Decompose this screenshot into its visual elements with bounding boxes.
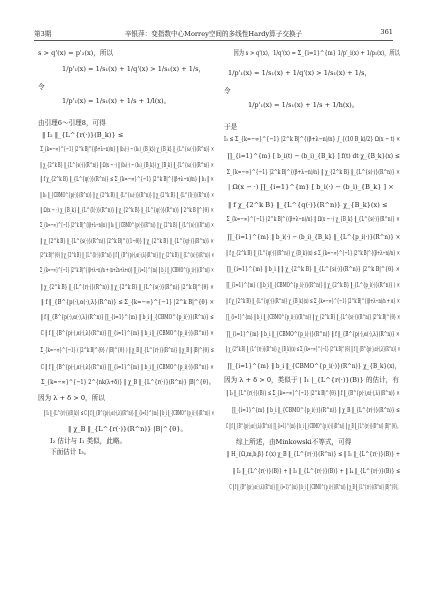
math-line: ‖ I₂ ‖_{L^{r(·)}(B_k)} ≤ <box>42 131 124 139</box>
math-line: ∏_{i=1}^{m} ‖ b_i ‖ ‖ χ_{2^k B} ‖_{L^{s(·)}(R^n)} |2^k B|^{θ} × <box>226 265 400 273</box>
math-line: ∏_{i=1}^{m} ‖ b_i ‖_{CBMO^{p_i(·)}(R^n)} ‖ χ_{2^k B} ‖_{L^{s(·)}(R^n)} |2^k B|^{θ} × <box>226 313 401 321</box>
math-line: ∏_{i=1}^{m} [ b_i(t) − (b_i)_{B_k} ] f(t) dt χ_{B_k}(x) ≤ <box>227 152 400 160</box>
issue-label: 第3期 <box>34 30 52 38</box>
math-line: ‖ f χ_{2^k B} ‖_{L^{q(·)}(R^n)} ≤ Σ_{k=−∞}^{−1} |2^k B|^{(β+λ−n)/n} ‖ b₁ ‖ × <box>40 175 214 183</box>
math-line: 1/p'₁(x) = 1/s₁(x) + 1/q'(x) > 1/s₁(x) + 1/s， <box>62 65 206 73</box>
math-line: ‖ χ_{2^k B} ‖_{L^{r(·)}(R^n)} χ_{B_k}(x) ≤ Σ_{k=−∞}^{−1} |2^k B|^{θ} ‖ f ‖_{B^{p(·),α(·),λ}(R^n)} × <box>225 345 401 353</box>
math-line: ∏_{i=1}^{m} ‖ b_i ‖_{CBMO^{p_i(·)}(R^n)} ‖ f ‖_{B^{p(·),α(·),λ}(R^n)} × <box>226 330 400 338</box>
running-head <box>34 28 393 41</box>
math-line: Σ_{k=−∞}^{−1} |2^k B|^{(β+λ−n)/n} ‖ b₁ ‖_{CBMO^{p(·)}(R^n)} ‖ χ_{2^k B} ‖_{L^{s(·)}(R^n)} × <box>39 221 214 229</box>
math-line: ‖ f χ_{2^k B} ‖_{L^{q(·)}(R^n)} χ_{B_k}(x) ≤ Σ_{k=−∞}^{−1} |2^k B|^{(β+λ−n)/n} × <box>226 249 400 257</box>
math-line: 令 <box>38 83 45 91</box>
math-line: Σ_{k=−∞}^{−1} 2^{nk(λ+δ)} ‖ χ_B ‖_{L^{r(·)}(R^n)} |B|^{θ}。 <box>41 378 214 386</box>
math-line: | Ω(x − ·) ∏_{i=1}^{m} [ b_i(·) − (b_i)_{B_k} ] × <box>228 183 394 191</box>
math-line: ∏_{i=1}^{m} ‖ b_i ‖_{CBMO^{p_i(·)}(R^n)} ‖ χ_B ‖_{L^{r(·)}(R^n)} ≤ <box>232 406 400 414</box>
math-line: 1/p'₁(x) = 1/s₁(x) + 1/q'(x) > 1/s₁(x) + 1/s， <box>228 69 372 77</box>
math-line: ‖ H_{Ω,m,b,β} f (x) χ_B ‖_{L^{r(·)}(R^n)} ≤ ‖ I₁ ‖_{L^{r(·)}(B)} + <box>227 450 401 458</box>
math-line: 因为 λ + δ > 0，所以 <box>38 394 105 402</box>
math-line: 由引理6～引理8，可得 <box>38 119 106 127</box>
math-line: ‖ f χ_{2^k B} ‖_{L^{q(·)}(R^n)} χ_{B_k}(x) ≤ <box>228 201 388 209</box>
math-line: ∏_{i=1}^{m} ‖ b_i ‖_{CBMO^{p_i(·)}(R^n)} χ_{B_k}(x)， <box>227 362 401 370</box>
math-line: ‖ I₃ ‖_{L^{r(·)}(B)} ≤ Σ_{k=−∞}^{−1} |2^k B|^{θ} ‖ f ‖_{B^{p(·),α(·),λ}(R^n)} × <box>226 389 400 397</box>
math-line: ‖ Ω(x − ·) χ_{B_k} ‖_{L^{l(·)}(R^n)} ‖ χ_{2^k B} ‖_{L^{q(·)}(R^n)} ‖ 2^k B ‖^{θ} × <box>40 206 214 214</box>
math-line: 于是 <box>224 123 238 131</box>
math-line: 1/p'₁(x) = 1/s₁(x) + 1/s + 1/h(x)。 <box>248 101 359 109</box>
math-line: ‖ χ_{2^k B} ‖_{L^{s(·)}(R^n)} ‖ Ω(x − ·) ‖ (b₂(·) − (b₂)_{B_k}) χ_{B_k} ‖_{L^{s₂(·)}(R^n)} × <box>40 161 214 169</box>
math-line: I₂ 估计与 I₁ 类似，此略。 <box>50 437 127 445</box>
math-line: C ‖ f ‖_{B^{p(·),α(·),λ}(R^n)} ∏_{i=1}^{m} ‖ b_i ‖_{CBMO^{p_i(·)}(R^n)} × <box>40 329 214 337</box>
math-line: s > q'(x) = p'₂(x)，所以 <box>38 49 114 57</box>
math-line: 下面估计 I₃。 <box>50 448 91 456</box>
math-line: |2^k B|^{θ} ‖ χ_{2^k B} ‖_{L^{l(·)}(R^n)} ‖ f ‖_{B^{p(·),α(·),λ}(R^n)} ‖ χ_{2^k B} ‖_{L^{s(·)}(R^n)} × <box>39 251 215 259</box>
math-line: ‖ f ‖_{B^{p(·),α(·),λ}(R^n)} ∏_{i=1}^{m} ‖ b_i ‖_{CBMO^{p_i(·)}(R^n)} ≤ <box>40 313 214 321</box>
math-line: ‖ I₂ ‖_{L^{r(·)}(B_k)} ≤ C ‖ f ‖_{B^{p(·),α(·),λ}(R^n)} ∏_{i=1}^{m} ‖ b_i ‖_{CBMO^{p_i(·)}(R^n)} × <box>43 409 215 417</box>
math-line: ‖ χ_{2^k B} ‖_{L^{s(·)}(R^n)} |2^k B|^{(1−θ)} ‖ χ_{2^k B} ‖_{L^{q(·)}(R^n)} × <box>40 237 214 245</box>
math-line: ‖ f ‖_{B^{p(·),α(·),λ}(R^n)} ≤ Σ_{k=−∞}^{−1} |2^k B|^{θ} × <box>41 298 215 306</box>
math-line: ‖ f χ_{2^k B} ‖_{L^{q(·)}(R^n)} χ_{B_k}(x) ≤ Σ_{k=−∞}^{−1} |2^k B|^{(β+λ−n)/n + α} × <box>226 297 400 305</box>
math-line: C ‖ f ‖_{B^{p(·),α(·),λ}(R^n)} ∏_{i=1}^{m} ‖ b_i ‖_{CBMO^{p_i(·)}(R^n)} ‖ χ_B ‖_{L^{r(·)}(R^n)} |B|^{θ}。 <box>229 483 401 491</box>
math-line: ∏_{i=1}^{m} ( ‖ b_i ‖_{CBMO^{p_i(·)}(R^n)} ‖ χ_{2^k B} ‖_{L^{p_i(·)}(R^n)} ) × <box>226 281 400 289</box>
math-line: 因为 λ + δ > 0，类似于 | I₁ |_{L^{r(·)}(B)} 的估计，有 <box>224 376 399 384</box>
math-line: 因为 s > q'(x)，1/q'(x) = Σ_{i=1}^{m} 1/p'_i(x) + 1/p₁(x)，所以 <box>233 49 400 57</box>
math-line: 综上所述，由Minkowski不等式，可得 <box>236 438 352 446</box>
math-line: Σ_{k=−∞}^{−1} |2^k B|^{(β+λ−n)/n} ‖ χ_{2^k B} ‖_{L^{s(·)}(R^n)} × <box>226 168 400 176</box>
math-line: ‖ χ_{2^k B} ‖_{L^{r(·)}(R^n)} ‖ χ_{2^k B} ‖_{L^{s(·)}(R^n)} |2^k B|^{θ} × <box>40 283 214 291</box>
math-line: 令 <box>224 87 231 95</box>
math-line: ∏_{i=1}^{m} ‖ b_i(·) − (b_i)_{B_k} ‖_{L^{p_i(·)}(R^n)} × <box>227 233 401 241</box>
math-line: 1/p'₁(x) = 1/s₁(x) + 1/s + 1/l(x)。 <box>62 97 171 105</box>
page-number: 361 <box>380 28 393 36</box>
math-line: ‖ I₂ ‖_{L^{r(·)}(B)} + ‖ I₃ ‖_{L^{r(·)}(B)} + ‖ I₄ ‖_{L^{r(·)}(B)} ≤ <box>232 467 401 475</box>
math-line: Σ_{k=−∞}^{−1} |2^k B|^{(β+λ−n)/n} ‖ (b₁(·) − (b₁)_{B_k}) χ_{B_k} ‖_{L^{s₁(·)}(R^n)} × <box>40 145 215 153</box>
article-running-title: 辛银萍：变指数中心Morrey空间的多线性Hardy算子交换子 <box>124 30 303 38</box>
math-line: ‖ χ_B ‖_{L^{r(·)}(R^n)} |B|^{θ}。 <box>68 425 188 433</box>
math-line: ‖ b₁ ‖_{CBMO^{p(·)}(R^n)} ‖ χ_{2^k B} ‖_{L^{s₁(·)}(R^n)} ‖ χ_{2^k B} ‖_{L^{l(·)}(R^n)} × <box>40 191 215 199</box>
math-line: I₃ ≤ Σ_{k=−∞}^{−1} |2^k B|^{(β+λ−n)/n} ∫_{(10 B_k)/2} Ω(x − t) × <box>224 135 401 143</box>
math-line: C ‖ f ‖_{B^{p(·),α(·),λ}(R^n)} ∏_{i=1}^{m} ‖ b_i ‖_{CBMO^{p_i(·)}(R^n)} ‖ χ_B ‖_{L^{r(·)}(R^n)} |B|^{θ}。 <box>225 422 401 430</box>
math-line: Σ_{k=−∞}^{−1} |2^k B|^{(β+λ−n)/n + (n+2n+λ+α)} ∏_{i=1}^{m} ‖ b_i ‖_{CBMO^{p_i(·)}(R^n)} × <box>39 266 214 274</box>
math-line: Σ_{k=−∞}^{−1} ( |2^k B|^{θ} / |B|^{θ} ) ‖ χ_B ‖_{L^{r(·)}(R^n)} ‖ χ_B ‖ |B|^{θ} ≤ <box>40 346 214 354</box>
math-line: C ‖ f ‖_{B^{p(·),α(·),λ}(R^n)} ∏_{i=1}^{m} ‖ b_i ‖_{CBMO^{p_i(·)}(R^n)} × <box>40 363 214 371</box>
math-line: Σ_{k=−∞}^{−1} |2^k B|^{(β+λ−n)/n} ‖ Ω(x − ·) χ_{B_k} ‖_{L^{s(·)}(R^n)} × <box>226 215 400 223</box>
